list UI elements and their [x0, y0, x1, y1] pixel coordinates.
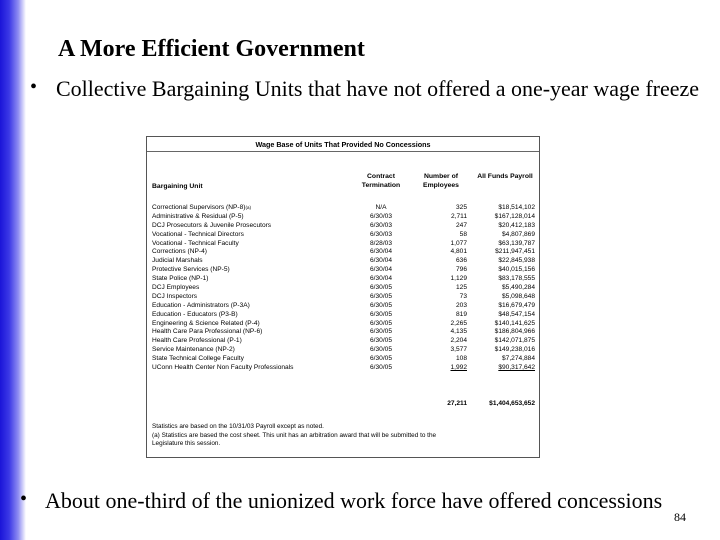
cell-number-of-employees-text: 4,801 — [450, 248, 467, 256]
cell-number-of-employees-text: 2,711 — [450, 212, 467, 220]
header-contract-termination: Contract Termination — [361, 173, 401, 189]
cell-bargaining-unit-text: Education - Administrators (P-3A) — [152, 301, 250, 309]
cell-bargaining-unit — [152, 284, 199, 293]
cell-contract-termination — [353, 328, 409, 337]
cell-contract-termination — [353, 346, 409, 355]
cell-bargaining-unit — [152, 337, 242, 346]
cell-number-of-employees-text: 1,077 — [450, 239, 467, 247]
cell-contract-termination — [353, 257, 409, 266]
cell-contract-termination — [353, 284, 409, 293]
cell-all-funds-payroll-text: $4,807,869 — [501, 230, 535, 238]
cell-contract-termination — [353, 337, 409, 346]
cell-contract-termination-text: 6/30/05 — [370, 355, 392, 363]
table-row — [147, 364, 539, 373]
cell-bargaining-unit — [152, 266, 230, 275]
table-row — [147, 355, 539, 364]
cell-number-of-employees-text: 2,204 — [450, 337, 467, 345]
cell-all-funds-payroll-text: $40,015,156 — [498, 266, 535, 274]
cell-contract-termination-text: 6/30/04 — [370, 266, 392, 274]
header-number-of-employees: Number of Employees — [423, 173, 459, 189]
table-row — [147, 240, 539, 249]
cell-number-of-employees — [415, 284, 467, 293]
cell-bargaining-unit — [152, 364, 293, 373]
cell-all-funds-payroll-text: $83,178,555 — [498, 275, 535, 283]
cell-number-of-employees — [415, 337, 467, 346]
cell-bargaining-unit-text: Correctional Supervisors (NP-8) — [152, 204, 246, 211]
cell-contract-termination — [353, 231, 409, 240]
cell-all-funds-payroll — [475, 293, 535, 302]
note-line: Legislature this session. — [152, 440, 221, 447]
cell-contract-termination-text: 6/30/04 — [370, 248, 392, 256]
bullet-icon: • — [20, 488, 28, 510]
table-title: Wage Base of Units That Provided No Concessions — [255, 140, 431, 149]
cell-all-funds-payroll — [475, 240, 535, 249]
cell-bargaining-unit — [152, 320, 260, 329]
cell-number-of-employees — [415, 355, 467, 364]
cell-all-funds-payroll-text: $20,412,183 — [498, 221, 535, 229]
cell-number-of-employees — [415, 311, 467, 320]
cell-number-of-employees-text: 796 — [455, 266, 467, 274]
cell-number-of-employees-text: 58 — [459, 230, 467, 238]
table-row — [147, 320, 539, 329]
cell-number-of-employees-text: 73 — [459, 292, 467, 300]
cell-all-funds-payroll — [475, 355, 535, 364]
total-employees: 27,211 — [447, 400, 467, 407]
table-row — [147, 213, 539, 222]
cell-all-funds-payroll-text: $211,947,451 — [495, 248, 535, 256]
cell-all-funds-payroll-text: $48,547,154 — [498, 310, 535, 318]
cell-number-of-employees — [415, 293, 467, 302]
cell-contract-termination — [353, 240, 409, 249]
footnote-marker: (a) — [245, 205, 251, 210]
cell-contract-termination-text: N/A — [375, 204, 387, 211]
cell-contract-termination-text: 6/30/05 — [370, 292, 392, 300]
cell-number-of-employees-text: 1,129 — [450, 275, 467, 283]
cell-bargaining-unit — [152, 346, 235, 355]
header-bargaining-unit: Bargaining Unit — [152, 183, 203, 190]
cell-all-funds-payroll — [475, 275, 535, 284]
cell-all-funds-payroll — [475, 213, 535, 222]
cell-bargaining-unit-text: State Technical College Faculty — [152, 355, 244, 363]
cell-number-of-employees-text: 2,265 — [450, 319, 467, 327]
cell-number-of-employees — [415, 240, 467, 249]
cell-contract-termination-text: 6/30/05 — [370, 337, 392, 345]
cell-contract-termination — [353, 364, 409, 373]
header-all-funds-payroll: All Funds Payroll — [477, 173, 533, 180]
cell-contract-termination — [353, 293, 409, 302]
cell-contract-termination-text: 6/30/05 — [370, 346, 392, 354]
cell-contract-termination-text: 6/30/03 — [370, 221, 392, 229]
cell-all-funds-payroll-text: $186,804,966 — [494, 328, 535, 336]
cell-all-funds-payroll — [475, 364, 535, 373]
cell-number-of-employees-text: 247 — [455, 221, 467, 229]
cell-all-funds-payroll — [475, 204, 535, 213]
cell-contract-termination — [353, 302, 409, 311]
cell-all-funds-payroll-text: $149,238,016 — [494, 346, 535, 354]
cell-all-funds-payroll — [475, 320, 535, 329]
wage-base-table — [146, 136, 540, 458]
cell-contract-termination-text: 6/30/04 — [370, 257, 392, 265]
cell-bargaining-unit-text: Service Maintenance (NP-2) — [152, 346, 235, 354]
table-row — [147, 293, 539, 302]
cell-contract-termination-text: 6/30/05 — [370, 310, 392, 318]
cell-bargaining-unit — [152, 311, 238, 320]
cell-contract-termination — [353, 311, 409, 320]
table-row — [147, 346, 539, 355]
cell-bargaining-unit-text: Engineering & Science Related (P-4) — [152, 319, 260, 327]
table-body — [147, 204, 539, 373]
cell-number-of-employees-text: 819 — [455, 310, 467, 318]
cell-bargaining-unit-text: Protective Services (NP-5) — [152, 266, 230, 274]
table-row — [147, 284, 539, 293]
cell-bargaining-unit-text: Health Care Para Professional (NP-6) — [152, 328, 263, 336]
cell-number-of-employees-text: 325 — [455, 204, 467, 211]
cell-number-of-employees — [415, 231, 467, 240]
cell-bargaining-unit — [152, 328, 262, 337]
cell-bargaining-unit-text: Health Care Professional (P-1) — [152, 337, 242, 345]
cell-bargaining-unit — [152, 231, 244, 240]
cell-all-funds-payroll-text: $5,490,284 — [501, 284, 535, 292]
cell-contract-termination-text: 6/30/03 — [370, 212, 392, 220]
cell-contract-termination-text: 6/30/05 — [370, 364, 392, 372]
cell-all-funds-payroll — [475, 337, 535, 346]
cell-number-of-employees-text: 125 — [455, 284, 467, 292]
cell-contract-termination-text: 6/30/04 — [370, 275, 392, 283]
cell-bargaining-unit-text: Education - Educators (P3-B) — [152, 310, 238, 318]
table-row — [147, 275, 539, 284]
cell-number-of-employees — [415, 222, 467, 231]
cell-number-of-employees-text: 636 — [455, 257, 467, 265]
cell-bargaining-unit-text: DCJ Inspectors — [152, 292, 198, 300]
table-row — [147, 302, 539, 311]
cell-number-of-employees — [415, 275, 467, 284]
cell-contract-termination-text: 6/30/03 — [370, 230, 392, 238]
cell-contract-termination — [353, 248, 409, 257]
cell-bargaining-unit-text: UConn Health Center Non Faculty Professionals — [152, 364, 294, 372]
cell-bargaining-unit-text: Administrative & Residual (P-5) — [152, 212, 244, 220]
cell-number-of-employees — [415, 213, 467, 222]
cell-bargaining-unit — [152, 248, 207, 257]
cell-bargaining-unit — [152, 355, 244, 364]
cell-number-of-employees — [415, 364, 467, 373]
cell-contract-termination-text: 6/30/05 — [370, 284, 392, 292]
cell-all-funds-payroll-text: $90,317,642 — [498, 364, 535, 372]
cell-contract-termination — [353, 275, 409, 284]
cell-number-of-employees-text: 108 — [455, 355, 467, 363]
table-row — [147, 311, 539, 320]
cell-number-of-employees-text: 203 — [455, 301, 467, 309]
table-total-row — [147, 399, 539, 408]
cell-all-funds-payroll — [475, 302, 535, 311]
cell-bargaining-unit — [152, 240, 239, 249]
cell-contract-termination — [353, 222, 409, 231]
cell-all-funds-payroll-text: $7,274,884 — [501, 355, 535, 363]
table-row — [147, 222, 539, 231]
table-row — [147, 231, 539, 240]
cell-all-funds-payroll-text: $16,679,479 — [498, 301, 535, 309]
slide-accent-bar — [0, 0, 26, 540]
cell-all-funds-payroll-text: $5,098,648 — [501, 292, 535, 300]
cell-number-of-employees — [415, 266, 467, 275]
cell-number-of-employees — [415, 204, 467, 213]
cell-number-of-employees — [415, 248, 467, 257]
cell-all-funds-payroll — [475, 346, 535, 355]
cell-bargaining-unit-text: Judicial Marshals — [152, 257, 203, 265]
cell-all-funds-payroll — [475, 266, 535, 275]
note-line: Statistics are based on the 10/31/03 Payroll except as noted. — [152, 423, 324, 430]
cell-bargaining-unit — [152, 222, 271, 231]
cell-all-funds-payroll-text: $167,128,014 — [494, 212, 535, 220]
cell-all-funds-payroll — [475, 222, 535, 231]
cell-number-of-employees — [415, 328, 467, 337]
cell-bargaining-unit-text: Vocational - Technical Directors — [152, 230, 244, 238]
cell-all-funds-payroll — [475, 328, 535, 337]
bullet-text: About one-third of the unionized work force have offered concessions — [45, 488, 663, 513]
cell-bargaining-unit-text: Corrections (NP-4) — [152, 248, 207, 256]
table-row — [147, 257, 539, 266]
cell-all-funds-payroll — [475, 311, 535, 320]
cell-bargaining-unit — [152, 213, 244, 222]
cell-contract-termination — [353, 320, 409, 329]
cell-all-funds-payroll-text: $140,141,625 — [494, 319, 535, 327]
cell-contract-termination — [353, 266, 409, 275]
cell-bargaining-unit-text: DCJ Prosecutors & Juvenile Prosecutors — [152, 221, 272, 229]
bullet-text: Collective Bargaining Units that have not offered a one-year wage freeze — [56, 76, 700, 101]
cell-all-funds-payroll — [475, 231, 535, 240]
cell-number-of-employees — [415, 302, 467, 311]
note-line: (a) Statistics are based the cost sheet. This unit has an arbitration award that will be submitted to the — [152, 431, 437, 439]
page-number: 84 — [674, 510, 686, 524]
table-row — [147, 266, 539, 275]
cell-contract-termination-text: 6/30/05 — [370, 328, 392, 336]
cell-contract-termination — [353, 204, 409, 213]
table-row — [147, 337, 539, 346]
cell-contract-termination-text: 8/28/03 — [370, 239, 392, 247]
cell-bargaining-unit — [152, 257, 203, 266]
cell-contract-termination-text: 6/30/05 — [370, 319, 392, 327]
cell-bargaining-unit — [152, 293, 197, 302]
bullet-icon: • — [30, 76, 38, 98]
cell-bargaining-unit-text: State Police (NP-1) — [152, 275, 209, 283]
table-row — [147, 328, 539, 337]
cell-all-funds-payroll-text: $142,071,875 — [494, 337, 535, 345]
cell-all-funds-payroll-text: $18,514,102 — [498, 204, 535, 211]
cell-number-of-employees — [415, 320, 467, 329]
cell-contract-termination — [353, 213, 409, 222]
table-notes — [152, 423, 532, 449]
cell-number-of-employees-text: 3,577 — [450, 346, 467, 354]
total-payroll: $1,404,653,652 — [489, 400, 535, 407]
cell-contract-termination — [353, 355, 409, 364]
slide-title: A More Efficient Government — [58, 36, 365, 62]
cell-all-funds-payroll-text: $22,845,938 — [498, 257, 535, 265]
cell-all-funds-payroll — [475, 284, 535, 293]
table-row — [147, 248, 539, 257]
cell-all-funds-payroll — [475, 257, 535, 266]
cell-number-of-employees — [415, 346, 467, 355]
cell-bargaining-unit — [152, 302, 250, 311]
table-divider — [147, 151, 539, 152]
cell-all-funds-payroll — [475, 248, 535, 257]
cell-all-funds-payroll-text: $63,139,787 — [498, 239, 535, 247]
cell-number-of-employees-text: 1,992 — [450, 364, 467, 372]
cell-bargaining-unit — [152, 204, 251, 213]
cell-contract-termination-text: 6/30/05 — [370, 301, 392, 309]
cell-number-of-employees — [415, 257, 467, 266]
table-row — [147, 204, 539, 213]
cell-number-of-employees-text: 4,135 — [450, 328, 467, 336]
cell-bargaining-unit-text: DCJ Employees — [152, 284, 200, 292]
cell-bargaining-unit-text: Vocational - Technical Faculty — [152, 239, 239, 247]
cell-bargaining-unit — [152, 275, 208, 284]
